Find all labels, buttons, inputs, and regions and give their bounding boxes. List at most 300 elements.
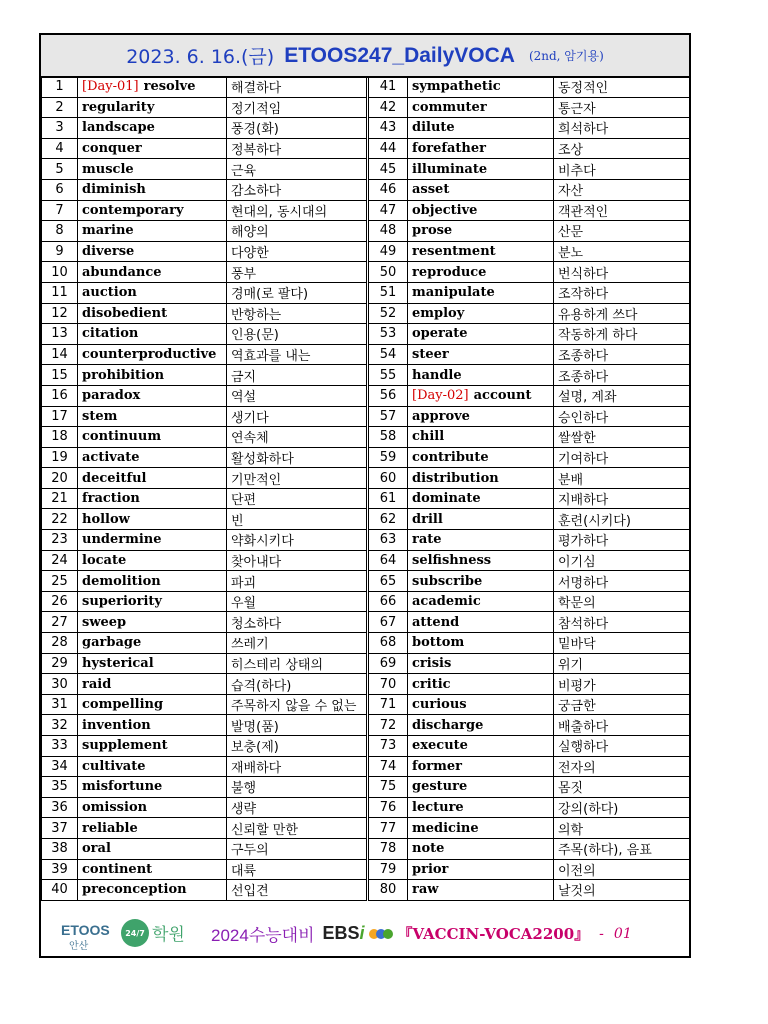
english-word: hysterical xyxy=(78,653,227,674)
korean-meaning: 다양한 xyxy=(227,241,368,262)
english-word: prose xyxy=(408,221,554,242)
entry-number: 34 xyxy=(42,756,78,777)
entry-number: 46 xyxy=(368,179,408,200)
english-word: dilute xyxy=(408,118,554,139)
academy-logo xyxy=(41,911,191,956)
korean-meaning: 평가하다 xyxy=(554,530,690,551)
entry-number: 16 xyxy=(42,385,78,406)
entry-number: 64 xyxy=(368,550,408,571)
entry-number: 9 xyxy=(42,241,78,262)
entry-number: 63 xyxy=(368,530,408,551)
entry-number: 49 xyxy=(368,241,408,262)
korean-meaning: 번식하다 xyxy=(554,262,690,283)
table-row xyxy=(42,530,690,551)
entry-number: 32 xyxy=(42,715,78,736)
english-word: chill xyxy=(408,427,554,448)
english-word: reproduce xyxy=(408,262,554,283)
korean-meaning: 궁금한 xyxy=(554,694,690,715)
english-word: demolition xyxy=(78,571,227,592)
table-row xyxy=(42,880,690,901)
english-word: contribute xyxy=(408,447,554,468)
entry-number: 5 xyxy=(42,159,78,180)
korean-meaning: 해결하다 xyxy=(227,77,368,98)
entry-number: 77 xyxy=(368,818,408,839)
english-word: garbage xyxy=(78,633,227,654)
korean-meaning: 생략 xyxy=(227,797,368,818)
english-word: approve xyxy=(408,406,554,427)
english-word: attend xyxy=(408,612,554,633)
entry-number: 15 xyxy=(42,365,78,386)
english-word: employ xyxy=(408,303,554,324)
english-word: conquer xyxy=(78,138,227,159)
ebs-logo-i: i xyxy=(359,923,365,943)
table-row xyxy=(42,777,690,798)
english-word: prior xyxy=(408,859,554,880)
entry-number: 76 xyxy=(368,797,408,818)
english-word: curious xyxy=(408,694,554,715)
english-word: operate xyxy=(408,324,554,345)
korean-meaning: 작동하게 하다 xyxy=(554,324,690,345)
english-word: distribution xyxy=(408,468,554,489)
entry-number: 44 xyxy=(368,138,408,159)
edition-label: (2nd, 암기용) xyxy=(528,49,604,63)
english-word xyxy=(408,385,554,406)
table-row xyxy=(42,447,690,468)
entry-number: 19 xyxy=(42,447,78,468)
table-row xyxy=(42,77,690,98)
ebs-logo-text: EBS xyxy=(322,923,360,943)
table-row xyxy=(42,797,690,818)
entry-number: 29 xyxy=(42,653,78,674)
table-row xyxy=(42,550,690,571)
date-label: 2023. 6. 16.(금) xyxy=(126,46,275,68)
entry-number: 35 xyxy=(42,777,78,798)
english-word: deceitful xyxy=(78,468,227,489)
english-word: handle xyxy=(408,365,554,386)
english-word: contemporary xyxy=(78,200,227,221)
korean-meaning: 조작하다 xyxy=(554,282,690,303)
table-row xyxy=(42,427,690,448)
entry-number: 22 xyxy=(42,509,78,530)
entry-number: 72 xyxy=(368,715,408,736)
korean-meaning: 주목하지 않을 수 없는 xyxy=(227,694,368,715)
english-word: discharge xyxy=(408,715,554,736)
entry-number: 20 xyxy=(42,468,78,489)
entry-number: 57 xyxy=(368,406,408,427)
logo-etoos-text: ETOOS xyxy=(61,922,110,938)
korean-meaning: 몸짓 xyxy=(554,777,690,798)
korean-meaning: 주목(하다), 음표 xyxy=(554,838,690,859)
table-row xyxy=(42,406,690,427)
korean-meaning: 배출하다 xyxy=(554,715,690,736)
korean-meaning: 분배 xyxy=(554,468,690,489)
english-word: paradox xyxy=(78,385,227,406)
entry-number: 58 xyxy=(368,427,408,448)
entry-number: 13 xyxy=(42,324,78,345)
table-row xyxy=(42,241,690,262)
english-word: manipulate xyxy=(408,282,554,303)
korean-meaning: 연속체 xyxy=(227,427,368,448)
english-word: raw xyxy=(408,880,554,901)
entry-number: 47 xyxy=(368,200,408,221)
english-word: stem xyxy=(78,406,227,427)
entry-number: 70 xyxy=(368,674,408,695)
english-word: superiority xyxy=(78,591,227,612)
english-word: marine xyxy=(78,221,227,242)
table-row xyxy=(42,303,690,324)
korean-meaning: 전자의 xyxy=(554,756,690,777)
korean-meaning: 구두의 xyxy=(227,838,368,859)
table-row xyxy=(42,612,690,633)
exam-prep-label: 2024수능대비 xyxy=(211,926,315,945)
entry-number: 30 xyxy=(42,674,78,695)
day-marker: [Day-01] xyxy=(82,79,139,95)
table-row xyxy=(42,385,690,406)
korean-meaning: 이기심 xyxy=(554,550,690,571)
korean-meaning: 비추다 xyxy=(554,159,690,180)
entry-number: 3 xyxy=(42,118,78,139)
korean-meaning: 희석하다 xyxy=(554,118,690,139)
table-row xyxy=(42,653,690,674)
entry-number: 54 xyxy=(368,344,408,365)
korean-meaning: 선입견 xyxy=(227,880,368,901)
english-word: medicine xyxy=(408,818,554,839)
entry-number: 4 xyxy=(42,138,78,159)
korean-meaning: 조상 xyxy=(554,138,690,159)
korean-meaning: 정기적임 xyxy=(227,97,368,118)
table-row xyxy=(42,262,690,283)
english-word: diverse xyxy=(78,241,227,262)
korean-meaning: 서명하다 xyxy=(554,571,690,592)
table-row xyxy=(42,200,690,221)
korean-meaning: 히스테리 상태의 xyxy=(227,653,368,674)
logo-hakwon-text: 학원 xyxy=(152,925,185,945)
table-row xyxy=(42,344,690,365)
table-row xyxy=(42,838,690,859)
table-row xyxy=(42,756,690,777)
english-word: misfortune xyxy=(78,777,227,798)
table-row xyxy=(42,221,690,242)
korean-meaning: 지배하다 xyxy=(554,488,690,509)
table-row xyxy=(42,282,690,303)
entry-number: 79 xyxy=(368,859,408,880)
logo-ansan-text: 안산 xyxy=(69,941,89,952)
english-word: regularity xyxy=(78,97,227,118)
korean-meaning: 역효과를 내는 xyxy=(227,344,368,365)
korean-meaning: 자산 xyxy=(554,179,690,200)
english-word: undermine xyxy=(78,530,227,551)
korean-meaning: 풍부 xyxy=(227,262,368,283)
entry-number: 2 xyxy=(42,97,78,118)
korean-meaning: 실행하다 xyxy=(554,736,690,757)
korean-meaning: 쓰레기 xyxy=(227,633,368,654)
entry-number: 36 xyxy=(42,797,78,818)
korean-meaning: 동정적인 xyxy=(554,77,690,98)
english-word: execute xyxy=(408,736,554,757)
english-word: continent xyxy=(78,859,227,880)
table-row xyxy=(42,818,690,839)
korean-meaning: 근육 xyxy=(227,159,368,180)
book-title: 『VACCIN-VOCA2200』 xyxy=(397,925,590,943)
korean-meaning: 유용하게 쓰다 xyxy=(554,303,690,324)
entry-number: 41 xyxy=(368,77,408,98)
korean-meaning: 날것의 xyxy=(554,880,690,901)
entry-number: 45 xyxy=(368,159,408,180)
entry-number: 75 xyxy=(368,777,408,798)
english-word: abundance xyxy=(78,262,227,283)
ebs-logo xyxy=(323,923,365,944)
page-separator: - xyxy=(599,925,604,942)
english-word: reliable xyxy=(78,818,227,839)
english-word: critic xyxy=(408,674,554,695)
english-word: crisis xyxy=(408,653,554,674)
korean-meaning: 승인하다 xyxy=(554,406,690,427)
entry-number: 48 xyxy=(368,221,408,242)
korean-meaning: 발명(품) xyxy=(227,715,368,736)
entry-number: 66 xyxy=(368,591,408,612)
entry-number: 73 xyxy=(368,736,408,757)
english-word: locate xyxy=(78,550,227,571)
ebs-dots-icon xyxy=(369,929,390,939)
table-row xyxy=(42,159,690,180)
korean-meaning: 설명, 계좌 xyxy=(554,385,690,406)
korean-meaning: 인용(문) xyxy=(227,324,368,345)
entry-number: 42 xyxy=(368,97,408,118)
entry-number: 56 xyxy=(368,385,408,406)
entry-number: 10 xyxy=(42,262,78,283)
entry-number: 18 xyxy=(42,427,78,448)
voca-sheet xyxy=(39,33,691,958)
entry-number: 51 xyxy=(368,282,408,303)
korean-meaning: 불행 xyxy=(227,777,368,798)
entry-number: 12 xyxy=(42,303,78,324)
brand-title: ETOOS247_DailyVOCA xyxy=(284,43,515,67)
entry-number: 61 xyxy=(368,488,408,509)
table-row xyxy=(42,468,690,489)
entry-number: 37 xyxy=(42,818,78,839)
entry-number: 39 xyxy=(42,859,78,880)
entry-number: 23 xyxy=(42,530,78,551)
entry-number: 50 xyxy=(368,262,408,283)
english-word: resentment xyxy=(408,241,554,262)
entry-number: 28 xyxy=(42,633,78,654)
page-number: 01 xyxy=(613,925,632,942)
english-word: oral xyxy=(78,838,227,859)
entry-number: 78 xyxy=(368,838,408,859)
entry-number: 24 xyxy=(42,550,78,571)
entry-number: 69 xyxy=(368,653,408,674)
title-bar xyxy=(41,35,689,78)
entry-number: 33 xyxy=(42,736,78,757)
english-word: disobedient xyxy=(78,303,227,324)
korean-meaning: 현대의, 동시대의 xyxy=(227,200,368,221)
entry-number: 6 xyxy=(42,179,78,200)
korean-meaning: 기여하다 xyxy=(554,447,690,468)
korean-meaning: 청소하다 xyxy=(227,612,368,633)
korean-meaning: 우월 xyxy=(227,591,368,612)
english-word: counterproductive xyxy=(78,344,227,365)
entry-number: 26 xyxy=(42,591,78,612)
footer xyxy=(41,911,689,956)
entry-number: 14 xyxy=(42,344,78,365)
korean-meaning: 위기 xyxy=(554,653,690,674)
english-word: gesture xyxy=(408,777,554,798)
table-row xyxy=(42,138,690,159)
english-word: lecture xyxy=(408,797,554,818)
entry-number: 43 xyxy=(368,118,408,139)
korean-meaning: 조종하다 xyxy=(554,365,690,386)
korean-meaning: 역설 xyxy=(227,385,368,406)
entry-number: 67 xyxy=(368,612,408,633)
korean-meaning: 통근자 xyxy=(554,97,690,118)
logo-247-badge: 24/7 xyxy=(121,919,149,947)
entry-number: 7 xyxy=(42,200,78,221)
korean-meaning: 참석하다 xyxy=(554,612,690,633)
table-row xyxy=(42,571,690,592)
korean-meaning: 경매(로 팔다) xyxy=(227,282,368,303)
word-text: resolve xyxy=(143,79,196,95)
korean-meaning: 금지 xyxy=(227,365,368,386)
entry-number: 68 xyxy=(368,633,408,654)
korean-meaning: 학문의 xyxy=(554,591,690,612)
english-word: commuter xyxy=(408,97,554,118)
table-row xyxy=(42,488,690,509)
english-word: sympathetic xyxy=(408,77,554,98)
korean-meaning: 비평가 xyxy=(554,674,690,695)
english-word: compelling xyxy=(78,694,227,715)
entry-number: 60 xyxy=(368,468,408,489)
korean-meaning: 생기다 xyxy=(227,406,368,427)
english-word: sweep xyxy=(78,612,227,633)
english-word: continuum xyxy=(78,427,227,448)
table-row xyxy=(42,97,690,118)
korean-meaning: 신뢰할 만한 xyxy=(227,818,368,839)
table-row xyxy=(42,633,690,654)
english-word: cultivate xyxy=(78,756,227,777)
korean-meaning: 대륙 xyxy=(227,859,368,880)
english-word: preconception xyxy=(78,880,227,901)
korean-meaning: 조종하다 xyxy=(554,344,690,365)
table-row xyxy=(42,674,690,695)
entry-number: 80 xyxy=(368,880,408,901)
english-word: landscape xyxy=(78,118,227,139)
english-word: invention xyxy=(78,715,227,736)
table-row xyxy=(42,591,690,612)
korean-meaning: 빈 xyxy=(227,509,368,530)
table-row xyxy=(42,324,690,345)
entry-number: 40 xyxy=(42,880,78,901)
table-row xyxy=(42,736,690,757)
english-word: diminish xyxy=(78,179,227,200)
word-text: account xyxy=(473,388,532,404)
korean-meaning: 의학 xyxy=(554,818,690,839)
english-word: objective xyxy=(408,200,554,221)
english-word: muscle xyxy=(78,159,227,180)
english-word: dominate xyxy=(408,488,554,509)
english-word: asset xyxy=(408,179,554,200)
korean-meaning: 정복하다 xyxy=(227,138,368,159)
table-row xyxy=(42,859,690,880)
entry-number: 53 xyxy=(368,324,408,345)
english-word: illuminate xyxy=(408,159,554,180)
english-word: auction xyxy=(78,282,227,303)
korean-meaning: 산문 xyxy=(554,221,690,242)
korean-meaning: 강의(하다) xyxy=(554,797,690,818)
english-word: drill xyxy=(408,509,554,530)
entry-number: 1 xyxy=(42,77,78,98)
entry-number: 8 xyxy=(42,221,78,242)
english-word: rate xyxy=(408,530,554,551)
entry-number: 25 xyxy=(42,571,78,592)
day-marker: [Day-02] xyxy=(412,388,469,404)
vocabulary-table xyxy=(41,76,690,901)
english-word: bottom xyxy=(408,633,554,654)
table-row xyxy=(42,715,690,736)
table-row xyxy=(42,509,690,530)
english-word: fraction xyxy=(78,488,227,509)
entry-number: 11 xyxy=(42,282,78,303)
entry-number: 21 xyxy=(42,488,78,509)
entry-number: 38 xyxy=(42,838,78,859)
korean-meaning: 약화시키다 xyxy=(227,530,368,551)
table-row xyxy=(42,365,690,386)
korean-meaning: 반항하는 xyxy=(227,303,368,324)
korean-meaning: 이전의 xyxy=(554,859,690,880)
entry-number: 31 xyxy=(42,694,78,715)
entry-number: 55 xyxy=(368,365,408,386)
english-word: note xyxy=(408,838,554,859)
korean-meaning: 분노 xyxy=(554,241,690,262)
korean-meaning: 풍경(화) xyxy=(227,118,368,139)
entry-number: 52 xyxy=(368,303,408,324)
english-word: academic xyxy=(408,591,554,612)
english-word: raid xyxy=(78,674,227,695)
english-word: supplement xyxy=(78,736,227,757)
english-word: selfishness xyxy=(408,550,554,571)
table-row xyxy=(42,694,690,715)
english-word: subscribe xyxy=(408,571,554,592)
table-row xyxy=(42,118,690,139)
english-word: activate xyxy=(78,447,227,468)
korean-meaning: 밑바닥 xyxy=(554,633,690,654)
korean-meaning: 쌀쌀한 xyxy=(554,427,690,448)
korean-meaning: 훈련(시키다) xyxy=(554,509,690,530)
english-word: steer xyxy=(408,344,554,365)
korean-meaning: 활성화하다 xyxy=(227,447,368,468)
english-word: hollow xyxy=(78,509,227,530)
entry-number: 17 xyxy=(42,406,78,427)
korean-meaning: 파괴 xyxy=(227,571,368,592)
korean-meaning: 해양의 xyxy=(227,221,368,242)
korean-meaning: 감소하다 xyxy=(227,179,368,200)
entry-number: 62 xyxy=(368,509,408,530)
entry-number: 71 xyxy=(368,694,408,715)
english-word: omission xyxy=(78,797,227,818)
korean-meaning: 기만적인 xyxy=(227,468,368,489)
korean-meaning: 찾아내다 xyxy=(227,550,368,571)
entry-number: 65 xyxy=(368,571,408,592)
korean-meaning: 재배하다 xyxy=(227,756,368,777)
korean-meaning: 단편 xyxy=(227,488,368,509)
english-word: forefather xyxy=(408,138,554,159)
entry-number: 74 xyxy=(368,756,408,777)
korean-meaning: 객관적인 xyxy=(554,200,690,221)
entry-number: 59 xyxy=(368,447,408,468)
korean-meaning: 보충(제) xyxy=(227,736,368,757)
english-word: former xyxy=(408,756,554,777)
table-row xyxy=(42,179,690,200)
entry-number: 27 xyxy=(42,612,78,633)
